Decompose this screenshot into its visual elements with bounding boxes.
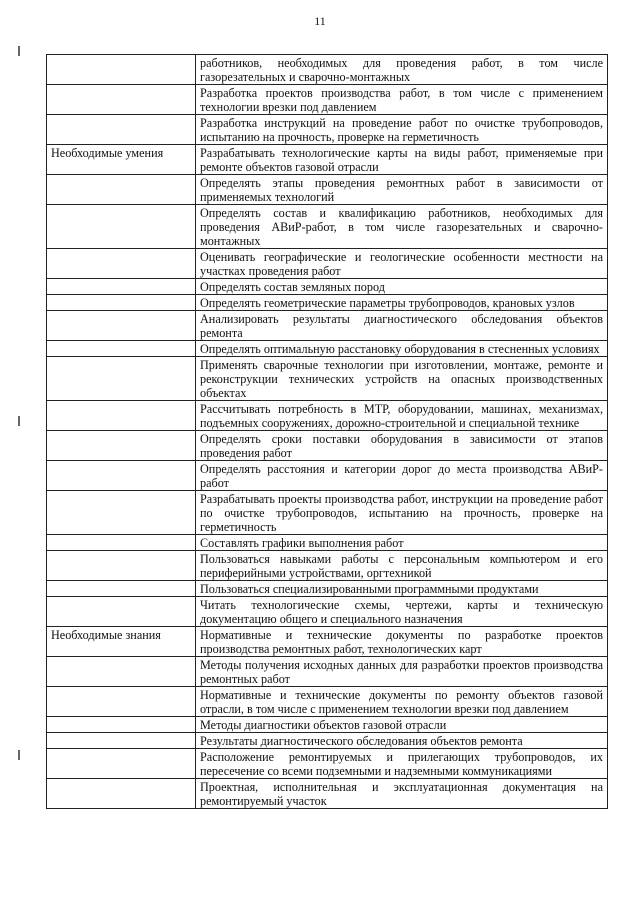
- description-cell: Методы диагностики объектов газовой отрасли: [196, 717, 608, 733]
- section-label-cell: [47, 357, 196, 401]
- description-cell: Разработка инструкций на проведение работ по очистке трубопроводов, испытанию на прочность, проверке на герметичность: [196, 115, 608, 145]
- description-cell: Читать технологические схемы, чертежи, карты и техническую документацию общего и специального назначения: [196, 597, 608, 627]
- section-label-cell: [47, 249, 196, 279]
- section-label-cell: [47, 341, 196, 357]
- section-label-cell: [47, 581, 196, 597]
- description-cell: Оценивать географические и геологические особенности местности на участках проведения работ: [196, 249, 608, 279]
- description-cell: Нормативные и технические документы по разработке проектов производства ремонтных работ, технологических карт: [196, 627, 608, 657]
- table-row: [47, 687, 608, 717]
- description-cell: Определять геометрические параметры трубопроводов, крановых узлов: [196, 295, 608, 311]
- table-row: [47, 749, 608, 779]
- table-row: [47, 551, 608, 581]
- description-cell: Расположение ремонтируемых и прилегающих трубопроводов, их пересечение со всеми подземными и надземными коммуникациями: [196, 749, 608, 779]
- table-body: [47, 55, 608, 809]
- description-cell: Определять состав земляных пород: [196, 279, 608, 295]
- table-row: [47, 279, 608, 295]
- section-label-cell: [47, 205, 196, 249]
- section-label-cell: [47, 717, 196, 733]
- description-cell: Методы получения исходных данных для разработки проектов производства ремонтных работ: [196, 657, 608, 687]
- page-number: 11: [314, 14, 326, 28]
- table-row: [47, 55, 608, 85]
- section-label-cell: [47, 175, 196, 205]
- section-label-cell: [47, 295, 196, 311]
- section-label-cell: [47, 779, 196, 809]
- table-row: [47, 461, 608, 491]
- table-row: [47, 85, 608, 115]
- section-label-cell: [47, 491, 196, 535]
- section-label-cell: Необходимые знания: [47, 627, 196, 657]
- binding-mark: [18, 750, 20, 760]
- table-row: [47, 431, 608, 461]
- section-label-cell: [47, 597, 196, 627]
- section-label-cell: [47, 279, 196, 295]
- binding-mark: [18, 46, 20, 56]
- section-label-cell: [47, 535, 196, 551]
- description-cell: Пользоваться навыками работы с персональным компьютером и его периферийными устройствами, оргтехникой: [196, 551, 608, 581]
- table-row: [47, 249, 608, 279]
- description-cell: Составлять графики выполнения работ: [196, 535, 608, 551]
- table-row: [47, 657, 608, 687]
- section-label-cell: [47, 733, 196, 749]
- section-label-cell: [47, 115, 196, 145]
- table-row: [47, 717, 608, 733]
- section-label-cell: Необходимые умения: [47, 145, 196, 175]
- description-cell: Пользоваться специализированными программными продуктами: [196, 581, 608, 597]
- table-row: [47, 295, 608, 311]
- table-row: [47, 733, 608, 749]
- description-cell: Разработка проектов производства работ, в том числе с применением технологии врезки под давлением: [196, 85, 608, 115]
- description-cell: Анализировать результаты диагностического обследования объектов ремонта: [196, 311, 608, 341]
- competency-table: [46, 54, 608, 809]
- table-row: [47, 357, 608, 401]
- description-cell: Разрабатывать технологические карты на виды работ, применяемые при ремонте объектов газовой отрасли: [196, 145, 608, 175]
- description-cell: Нормативные и технические документы по ремонту объектов газовой отрасли, в том числе с применением технологии врезки под давлением: [196, 687, 608, 717]
- section-label-cell: [47, 657, 196, 687]
- table-row: [47, 145, 608, 175]
- description-cell: Рассчитывать потребность в МТР, оборудовании, машинах, механизмах, подъемных сооружениях, дорожно-строительной и специальной технике: [196, 401, 608, 431]
- description-cell: Определять состав и квалификацию работников, необходимых для проведения АВиР-работ, в том числе газорезательных и сварочно-монтажных: [196, 205, 608, 249]
- table-row: [47, 779, 608, 809]
- section-label-cell: [47, 55, 196, 85]
- section-label-cell: [47, 401, 196, 431]
- section-label-cell: [47, 551, 196, 581]
- description-cell: Определять расстояния и категории дорог до места производства АВиР-работ: [196, 461, 608, 491]
- description-cell: Проектная, исполнительная и эксплуатационная документация на ремонтируемый участок: [196, 779, 608, 809]
- section-label-cell: [47, 749, 196, 779]
- table-row: [47, 627, 608, 657]
- section-label-cell: [47, 687, 196, 717]
- table-row: [47, 115, 608, 145]
- table-row: [47, 175, 608, 205]
- description-cell: Определять сроки поставки оборудования в зависимости от этапов проведения работ: [196, 431, 608, 461]
- section-label-cell: [47, 311, 196, 341]
- table-row: [47, 205, 608, 249]
- table-row: [47, 535, 608, 551]
- description-cell: Определять этапы проведения ремонтных работ в зависимости от применяемых технологий: [196, 175, 608, 205]
- section-label-cell: [47, 461, 196, 491]
- table-row: [47, 311, 608, 341]
- section-label-cell: [47, 85, 196, 115]
- table-row: [47, 341, 608, 357]
- description-cell: Разрабатывать проекты производства работ, инструкции на проведение работ по очистке трубопроводов, испытанию на прочность, проверке на герметичность: [196, 491, 608, 535]
- binding-mark: [18, 416, 20, 426]
- table-row: [47, 491, 608, 535]
- table-row: [47, 581, 608, 597]
- description-cell: Определять оптимальную расстановку оборудования в стесненных условиях: [196, 341, 608, 357]
- table-row: [47, 401, 608, 431]
- description-cell: работников, необходимых для проведения работ, в том числе газорезательных и сварочно-монтажных: [196, 55, 608, 85]
- description-cell: Результаты диагностического обследования объектов ремонта: [196, 733, 608, 749]
- table-row: [47, 597, 608, 627]
- description-cell: Применять сварочные технологии при изготовлении, монтаже, ремонте и реконструкции технических устройств на опасных производственных объектах: [196, 357, 608, 401]
- section-label-cell: [47, 431, 196, 461]
